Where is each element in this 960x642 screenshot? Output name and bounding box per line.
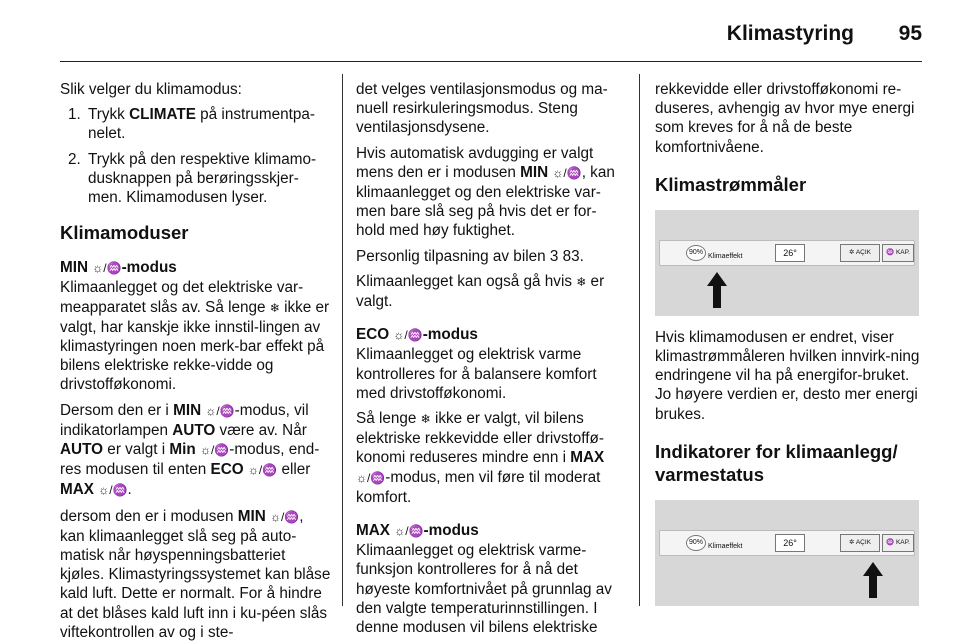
paragraph: Hvis automatisk avdugging er valgt mens den er i modusen MIN ☼/♒, kan klimaanlegget og den elektriske var-men bare slå seg på hvis det er for-hold med høy fuktighet. [356,144,615,240]
arrow-up-icon [707,272,727,308]
percent-indicator: 90% [686,245,706,261]
fan-vent-icon: ☼/♒ [247,463,278,478]
column-3 [655,80,921,606]
list-item: 1. Trykk CLIMATE på instrumentpa-nelet. [68,106,315,143]
paragraph: rekkevidde eller drivstofføkonomi re-duseres, avhengig av hvor mye energi som kreves for å nå de beste komfortnivåene. [655,81,915,156]
temperature-display: 26° [775,244,805,262]
temperature-display: 26° [775,534,805,552]
climate-bar [659,240,915,266]
fan-vent-icon: ☼/♒ [552,165,582,180]
percent-indicator: 90% [686,535,706,551]
column-divider [639,74,640,606]
section-heading: Klimamoduser [60,222,189,244]
paragraph: dersom den er i modusen MIN ☼/♒, kan klimaanlegget slå seg på auto-matisk når høyspenningsbatteriet kjøles. Klimastyringssystemet kan blåse kald luft. Dette er normalt. For å hindre at det blåses kald luft inn i ku-péen slås viftekontrollen av og i ste- [60,507,331,641]
ac-snowflake-icon: ❄ [420,412,431,427]
paragraph: Klimaanlegget kan også gå hvis ❄ er valgt. [356,272,605,311]
arrow-up-icon [863,562,883,598]
climate-effect-label: Klimaeffekt [708,252,743,260]
status-indicator-screen [655,500,919,606]
climate-meter-screen [655,210,919,316]
paragraph: Klimaanlegget og elektrisk varme-funksjon kontrolleres for å nå det høyeste komfortnivået på grunnlag av den valgte temperaturinnstillingen. I denne modusen vil bilens elektriske [356,542,612,637]
paragraph: Klimaanlegget og elektrisk varme kontrolleres for å balansere komfort med drivstofføkonomi. [356,346,597,402]
fan-vent-icon: ☼/♒ [92,261,122,276]
column-1 [60,80,332,642]
paragraph: Klimaanlegget og det elektriske var-meapparatet slås av. Så lenge ❄ ikke er valgt, har kanskje ikke innstil-lingen av klimastyringen noen merk-bar effekt på bilens elektriske rekke-vidde og drivstofføkonomi. [60,279,330,394]
subheading-min: MIN ☼/♒-modus [60,259,177,277]
fan-vent-icon: ☼/♒ [205,403,235,418]
section-heading: Klimastrømmåler [655,173,807,195]
ac-snowflake-icon: ❄ [269,300,280,315]
steps-list [68,105,332,207]
fan-vent-icon: ☼/♒ [356,470,386,485]
page-reference-icon: 3 [549,247,559,265]
paragraph: Personlig tilpasning av bilen 3 83. [356,247,584,265]
ac-on-button[interactable]: ✲ AÇIK [840,244,880,262]
subheading-max: MAX ☼/♒-modus [356,522,479,540]
paragraph: Dersom den er i MIN ☼/♒-modus, vil indikatorlampen AUTO være av. Når AUTO er valgt i Min ☼/♒-modus, end-res modusen til enten ECO ☼/♒ eller MAX ☼/♒. [60,401,320,499]
climate-bar [659,530,915,556]
page-number: 95 [898,22,922,45]
fan-vent-icon: ☼/♒ [393,328,423,343]
page-title: Klimastyring [726,22,854,45]
ac-off-button[interactable]: ♒ KAP. [882,534,914,552]
intro-text: Slik velger du klimamodus: [60,81,242,98]
ac-off-button[interactable]: ♒ KAP. [882,244,914,262]
fan-vent-icon: ☼/♒ [394,524,424,539]
ac-snowflake-icon: ❄ [576,274,587,289]
page-header [60,0,922,62]
paragraph: det velges ventilasjonsmodus og ma-nuell resirkuleringsmodus. Steng ventilasjonsdysene. [356,81,608,137]
column-divider [342,74,343,606]
fan-vent-icon: ☼/♒ [199,443,230,458]
climate-effect-label: Klimaeffekt [708,542,743,550]
fan-vent-icon: ☼/♒ [98,483,128,498]
section-heading: Indikatorer for klimaanlegg/ varmestatus [655,440,898,485]
list-item: 2. Trykk på den respektive klimamo-dusknappen på berøringsskjer-men. Klimamodusen lyser. [68,150,317,207]
ac-on-button[interactable]: ✲ AÇIK [840,534,880,552]
subheading-eco: ECO ☼/♒-modus [356,326,478,344]
paragraph: Hvis klimamodusen er endret, viser klimastrømmåleren hvilken innvirk-ning endringene vil ha på energifor-bruket. Jo høyere verdien er, desto mer energi brukes. [655,328,920,423]
fan-vent-icon: ☼/♒ [270,509,300,524]
column-2 [356,80,622,642]
paragraph: Så lenge ❄ ikke er valgt, vil bilens elektriske rekkevidde eller drivstoffø-konomi reduseres mindre enn i MAX ☼/♒-modus, men vil føre til moderat komfort. [356,410,605,506]
